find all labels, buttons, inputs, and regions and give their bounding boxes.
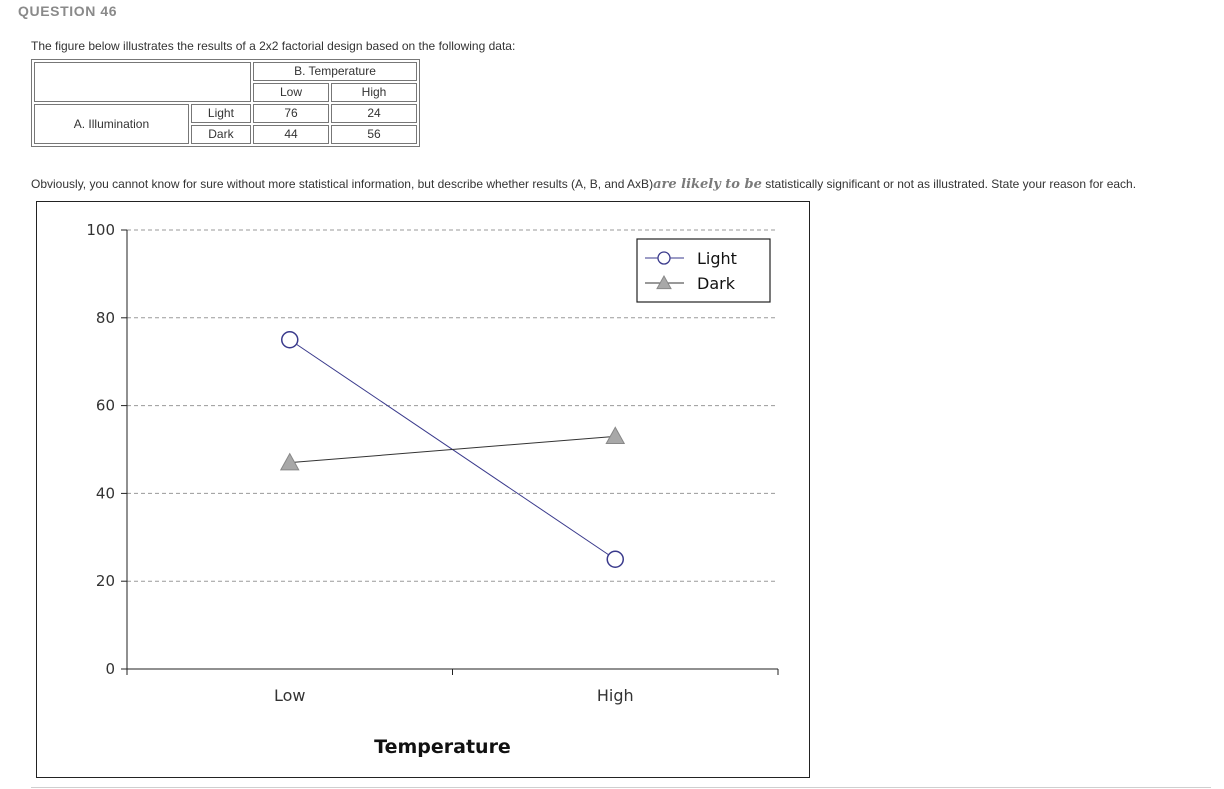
table-row xyxy=(34,104,417,123)
x-axis-title: Temperature xyxy=(374,736,511,758)
y-tick-label: 40 xyxy=(95,484,115,503)
table-row xyxy=(34,62,417,81)
y-tick-label: 100 xyxy=(86,221,115,239)
prompt-text-before: Obviously, you cannot know for sure without more statistical information, but describe whether results (A, B, and AxB) xyxy=(31,177,654,191)
factor-a-header: A. Illumination xyxy=(34,104,189,144)
x-tick-label: High xyxy=(596,686,634,705)
data-point-dark xyxy=(606,427,624,443)
cell-light-low: 76 xyxy=(253,104,329,123)
cell-dark-high: 56 xyxy=(331,125,417,144)
question-number: QUESTION 46 xyxy=(18,3,118,19)
y-tick-label: 0 xyxy=(105,660,115,678)
legend-marker-circle xyxy=(658,252,670,264)
y-tick-label: 60 xyxy=(95,396,115,415)
prompt-emphasis: are likely to be xyxy=(653,177,762,192)
legend-label: Light xyxy=(697,249,737,268)
data-point-light xyxy=(607,551,623,567)
cell-light-high: 24 xyxy=(331,104,417,123)
table-corner-cell xyxy=(34,62,251,102)
row-label-dark: Dark xyxy=(191,125,251,144)
interaction-chart xyxy=(36,201,810,778)
row-label-light: Light xyxy=(191,104,251,123)
y-tick-label: 20 xyxy=(95,572,115,591)
col-high-header: High xyxy=(331,83,417,102)
col-low-header: Low xyxy=(253,83,329,102)
prompt-text-after: statistically significant or not as illustrated. State your reason for each. xyxy=(761,177,1137,191)
legend-label: Dark xyxy=(697,274,735,293)
data-table xyxy=(31,59,420,147)
chart-canvas xyxy=(37,202,809,777)
series-line-dark xyxy=(290,436,616,462)
cell-dark-low: 44 xyxy=(253,125,329,144)
x-tick-label: Low xyxy=(273,686,306,705)
data-point-light xyxy=(282,332,298,348)
divider xyxy=(31,787,1211,788)
question-intro: The figure below illustrates the results of a 2x2 factorial design based on the following data: xyxy=(31,39,516,53)
question-prompt xyxy=(31,177,1136,192)
factor-b-header: B. Temperature xyxy=(253,62,417,81)
y-tick-label: 80 xyxy=(95,308,115,327)
